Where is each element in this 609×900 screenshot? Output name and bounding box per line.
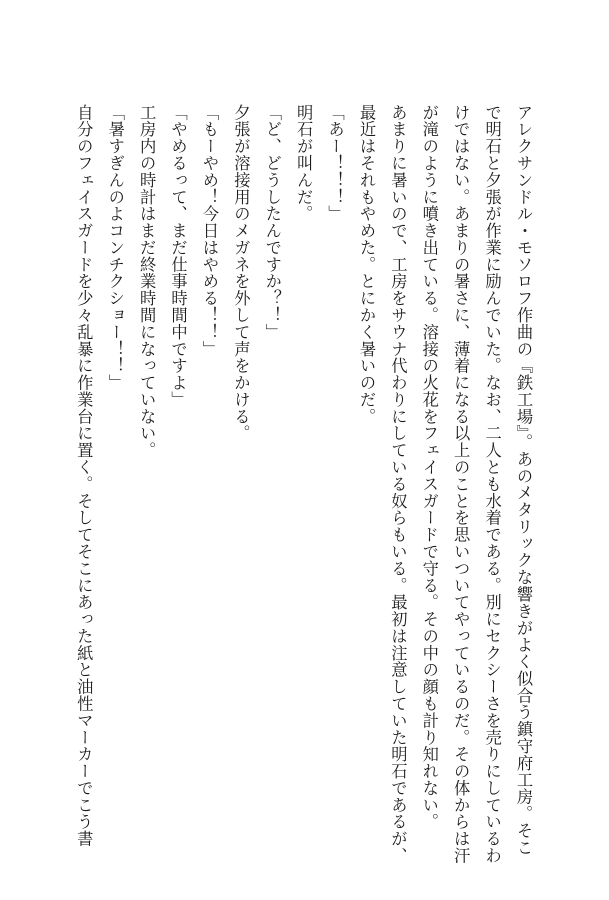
text-line-10: 自分のフェイスガードを少々乱暴に作業台に置く。そしてそこにあった紙と油性マーカーでこう書 bbox=[74, 104, 94, 848]
text-line-5: あまりに暑いので、工房をサウナ代わりにしている奴らもいる。最初は注意していた明石であるが、 bbox=[388, 104, 408, 865]
text-line-8: 夕張が溶接用のメガネを外して声をかける。 bbox=[231, 104, 251, 442]
text-line-2: で明石と夕張が作業に励んでいた。なお、二人とも水着である。別にセクシーさを売りにしているわ bbox=[482, 104, 502, 865]
text-line-9: 工房内の時計はまだ終業時間になっていない。 bbox=[137, 104, 157, 459]
text-line-4: が滝のように噴き出ている。溶接の火花をフェイスガードで守る。その中の顔も計り知れない。 bbox=[419, 104, 439, 831]
dialogue-line-2: 「ど、どうしたんですか？！」 bbox=[262, 104, 282, 341]
dialogue-line-5: 「暑すぎんのよコンチクショー！！」 bbox=[105, 104, 125, 392]
dialogue-line-3: 「もーやめ！今日はやめる！！」 bbox=[199, 104, 219, 358]
vertical-text-body bbox=[68, 104, 539, 865]
text-line-3: けではない。あまりの暑さに、薄着になる以上のことを思いついてやっているのだ。その体からは汗 bbox=[451, 104, 471, 865]
text-line-1: アレクサンドル・モソロフ作曲の『鉄工場』。あのメタリックな響きがよく似合う鎮守府工房。そこ bbox=[514, 104, 533, 856]
dialogue-line-4: 「やめるって、まだ仕事時間中ですよ」 bbox=[168, 104, 188, 409]
text-line-6: 最近はそれもやめた。とにかく暑いのだ。 bbox=[356, 104, 376, 425]
dialogue-line-1: 「あー！！！」 bbox=[325, 104, 345, 223]
text-line-7: 明石が叫んだ。 bbox=[294, 104, 314, 223]
